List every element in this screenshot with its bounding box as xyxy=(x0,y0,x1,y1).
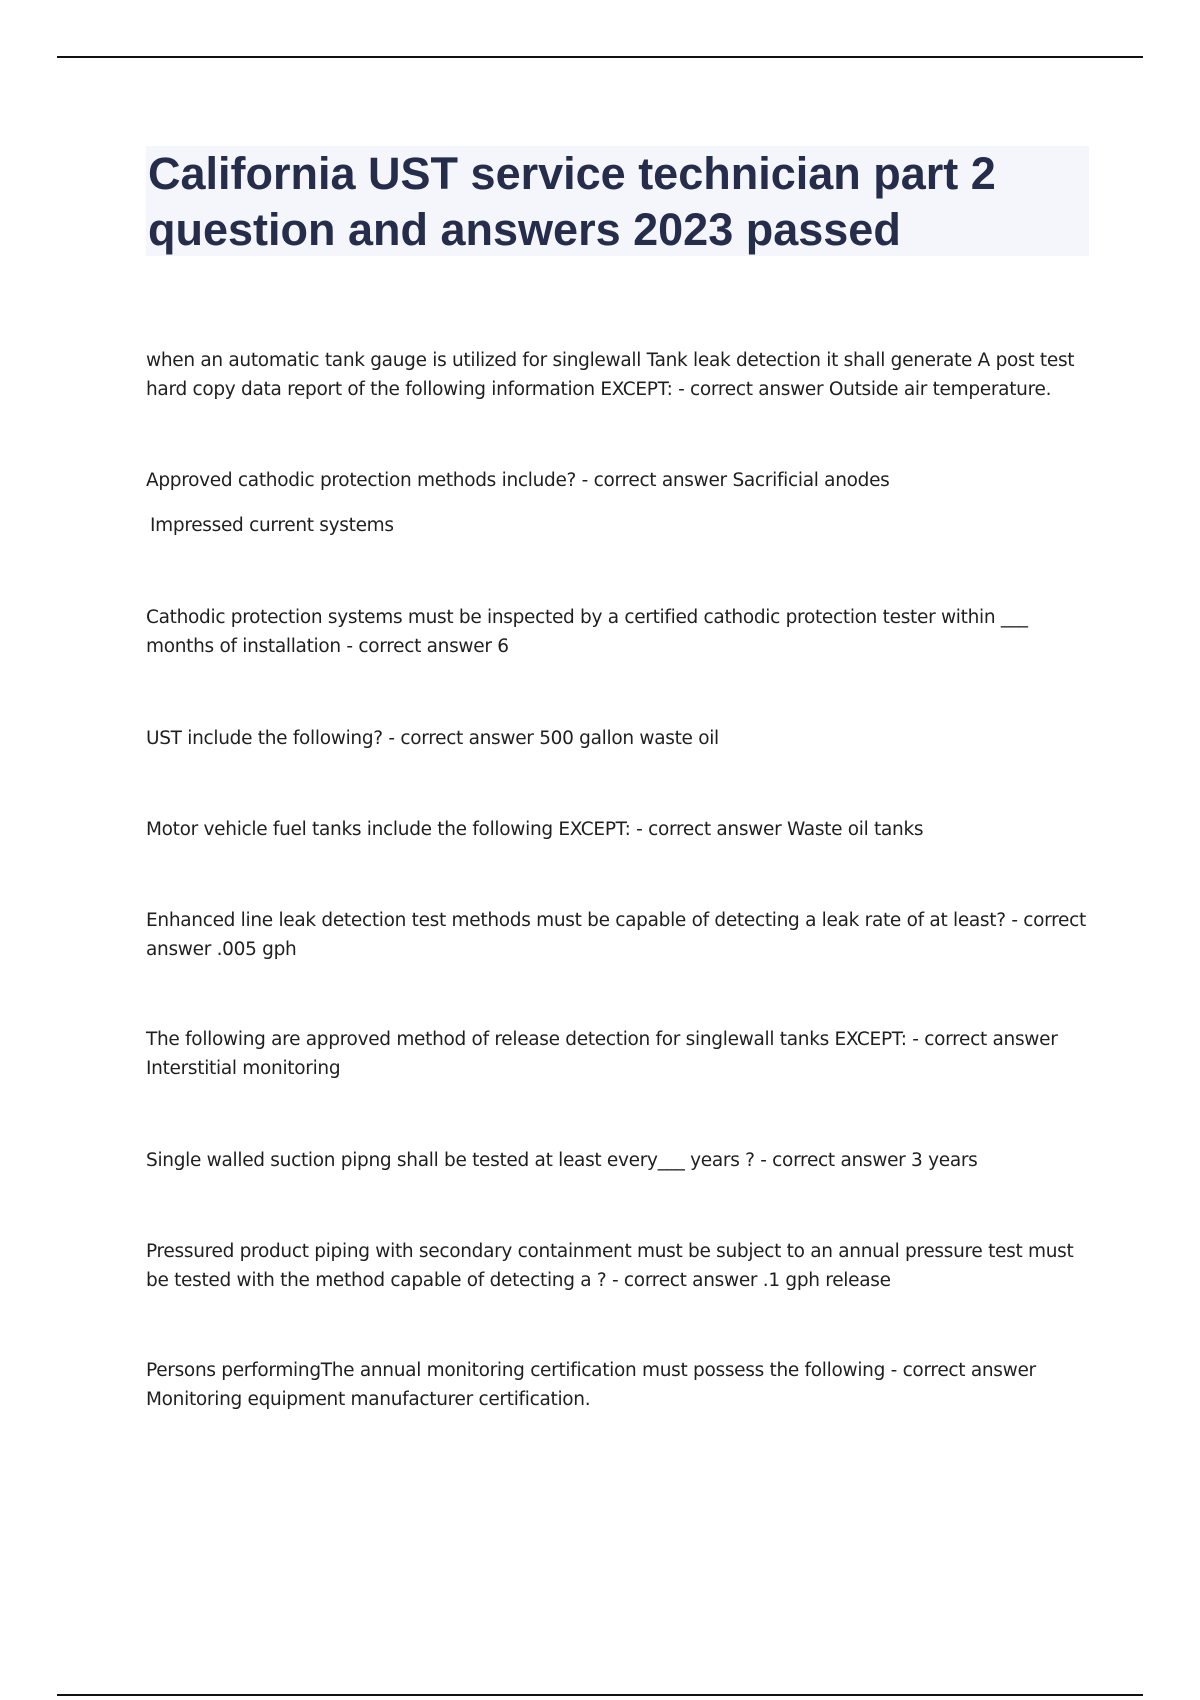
qa-text: Persons performingThe annual monitoring certification must possess the following - correct answer Monitoring equipment manufacturer certification. xyxy=(146,1360,1036,1410)
top-rule xyxy=(57,56,1143,58)
qa-text: Cathodic protection systems must be inspected by a certified cathodic protection tester within ___ months of installation - correct answer 6 xyxy=(146,607,1028,657)
qa-text: Approved cathodic protection methods include? - correct answer Sacrificial anodes xyxy=(146,470,890,491)
bottom-rule xyxy=(57,1694,1143,1696)
qa-item-10 xyxy=(146,1356,1086,1414)
qa-text: Enhanced line leak detection test methods must be capable of detecting a leak rate of at least? - correct answer .005 gph xyxy=(146,910,1086,960)
qa-item-4 xyxy=(146,724,1086,753)
qa-item-1 xyxy=(146,346,1086,404)
qa-text: Motor vehicle fuel tanks include the following EXCEPT: - correct answer Waste oil tanks xyxy=(146,819,924,840)
qa-item-9 xyxy=(146,1237,1086,1295)
qa-extra-line: Impressed current systems xyxy=(150,515,394,536)
qa-item-3 xyxy=(146,603,1086,661)
document-title: California UST service technician part 2 question and answers 2023 passed xyxy=(148,148,996,255)
title-block xyxy=(146,146,1089,256)
qa-item-5 xyxy=(146,815,1086,844)
qa-text: UST include the following? - correct answer 500 gallon waste oil xyxy=(146,728,719,749)
qa-item-8 xyxy=(146,1146,1086,1175)
qa-text: when an automatic tank gauge is utilized for singlewall Tank leak detection it shall generate A post test hard copy data report of the following information EXCEPT: - correct answer Outside air temperature. xyxy=(146,350,1075,400)
qa-item-7 xyxy=(146,1025,1086,1083)
qa-item-6 xyxy=(146,906,1086,964)
qa-item-2 xyxy=(146,466,1086,540)
qa-text: The following are approved method of release detection for singlewall tanks EXCEPT: - correct answer Interstitial monitoring xyxy=(146,1029,1058,1079)
qa-text: Single walled suction pipng shall be tested at least every___ years ? - correct answer 3 years xyxy=(146,1150,978,1171)
qa-text: Pressured product piping with secondary containment must be subject to an annual pressure test must be tested with the method capable of detecting a ? - correct answer .1 gph release xyxy=(146,1241,1074,1291)
